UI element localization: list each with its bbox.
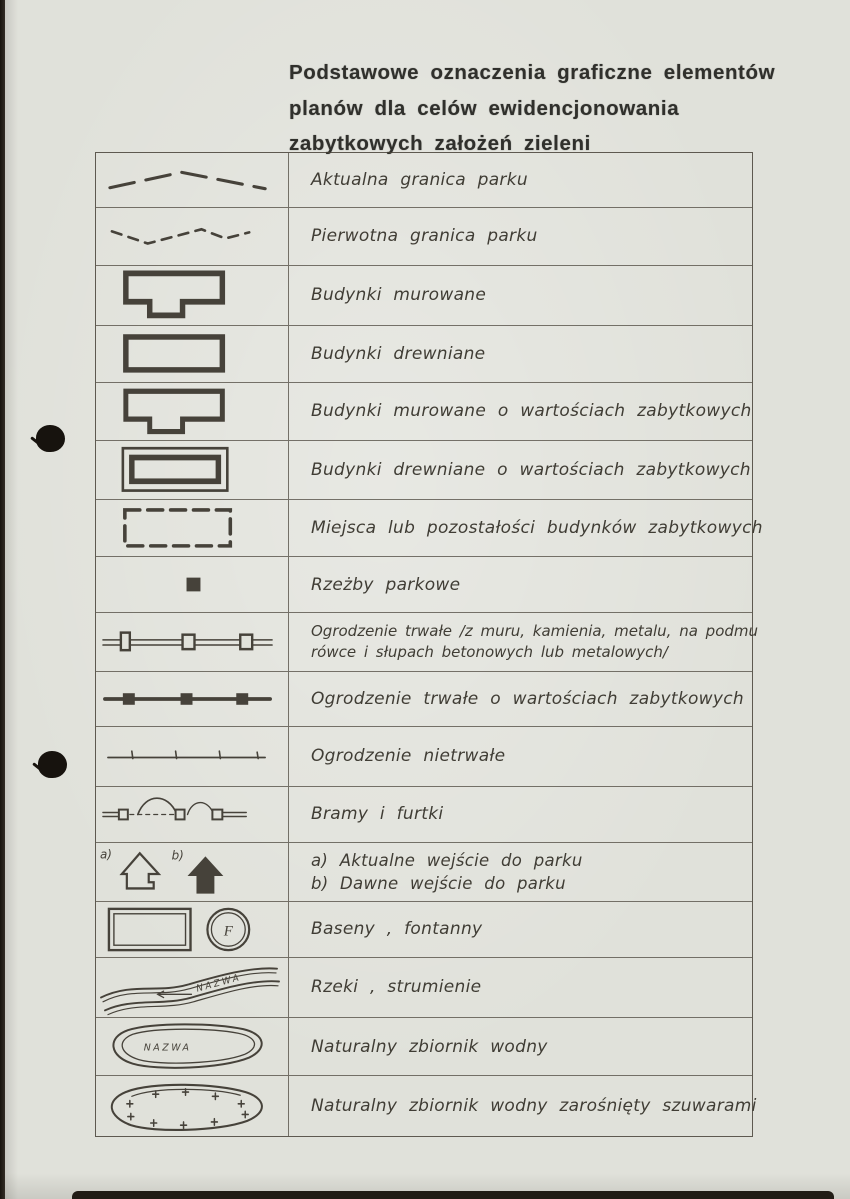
- original-park-boundary-icon: [96, 208, 288, 265]
- legend-row: [96, 153, 752, 208]
- legend-row: [96, 441, 752, 500]
- label-cell: [289, 613, 758, 671]
- symbol-cell: [96, 672, 289, 726]
- legend-row: [96, 613, 759, 672]
- legend-table: [95, 152, 763, 1137]
- heritage-permanent-fence-icon: [96, 672, 288, 726]
- punch-hole: [36, 425, 65, 452]
- legend-row-label: Ogrodzenie trwałe o wartościach zabytkowych: [311, 688, 744, 709]
- scan-bottom-edge: [72, 1191, 834, 1199]
- fountain-letter: F: [223, 922, 233, 939]
- marker-b: b): [171, 847, 184, 863]
- rivers-streams-icon: [96, 958, 288, 1018]
- legend-row-label: Naturalny zbiornik wodny: [311, 1036, 548, 1057]
- legend-row-label: Baseny , fontanny: [311, 919, 483, 939]
- label-cell: [289, 208, 752, 265]
- legend-row: [96, 383, 752, 442]
- label-cell: [289, 153, 752, 207]
- legend-row-label: Pierwotna granica parku: [311, 226, 538, 247]
- symbol-cell: [96, 843, 289, 901]
- legend-row: [96, 557, 752, 613]
- marker-a: a): [99, 846, 112, 862]
- masonry-buildings-icon: [96, 266, 288, 325]
- label-cell: [289, 266, 752, 325]
- legend-row: [96, 843, 752, 902]
- symbol-cell: [96, 266, 289, 325]
- pools-fountains-icon: [96, 902, 288, 957]
- page-title-line: Podstawowe oznaczenia graficzne elementów: [289, 61, 776, 84]
- symbol-cell: [96, 1018, 289, 1075]
- heritage-building-remains-icon: [96, 500, 288, 556]
- symbol-cell: [96, 383, 289, 441]
- label-cell: [289, 672, 752, 726]
- overgrown-water-body-icon: [96, 1076, 288, 1136]
- label-cell: [289, 902, 752, 957]
- former-entrance-arrow: [188, 856, 224, 893]
- legend-row-label: Ogrodzenie trwałe /z muru, kamienia, metalu, na podmu: [311, 621, 759, 640]
- legend-row-label: Bramy i furtki: [311, 804, 444, 825]
- symbol-cell: [96, 500, 289, 556]
- legend-row-label: Budynki drewniane o wartościach zabytkowych: [311, 460, 751, 481]
- legend-row: [96, 787, 752, 843]
- legend-row-label: b) Dawne wejście do parku: [311, 873, 566, 893]
- label-cell: [289, 500, 763, 556]
- symbol-cell: [96, 153, 289, 207]
- legend-row-label: Budynki murowane: [311, 285, 487, 306]
- natural-water-body-icon: [96, 1018, 288, 1075]
- temporary-fence-icon: [96, 727, 288, 786]
- label-cell: [289, 787, 752, 842]
- legend-row: [96, 1076, 757, 1136]
- gates-icon: [96, 787, 288, 842]
- legend-row-label: a) Aktualne wejście do parku: [311, 850, 583, 870]
- legend-row-label: Rzeki , strumienie: [311, 977, 482, 998]
- page-title-line: zabytkowych założeń zieleni: [289, 132, 591, 155]
- legend-row-label: Budynki murowane o wartościach zabytkowych: [311, 401, 752, 422]
- label-cell: [289, 1018, 752, 1075]
- punch-hole: [38, 751, 67, 778]
- label-cell: [289, 557, 752, 612]
- symbol-cell: [96, 326, 289, 382]
- symbol-cell: [96, 208, 289, 265]
- legend-row-label: Ogrodzenie nietrwałe: [311, 746, 506, 767]
- current-entrance-arrow: [122, 853, 159, 888]
- legend-row: [96, 958, 752, 1019]
- legend-row: [96, 500, 763, 557]
- legend-row: [96, 266, 752, 326]
- wooden-heritage-buildings-icon: [96, 441, 288, 499]
- page-title-line: planów dla celów ewidencjonowania: [289, 96, 680, 120]
- legend-row-label: Naturalny zbiornik wodny zarośnięty szuwarami: [311, 1096, 757, 1117]
- legend-row: [96, 326, 752, 383]
- label-cell: [289, 958, 752, 1018]
- park-sculptures-icon: [96, 557, 288, 612]
- river-name: NAZWA: [195, 971, 243, 995]
- legend-row-label: Rzeżby parkowe: [311, 574, 461, 595]
- symbol-cell: [96, 557, 289, 612]
- current-park-boundary-icon: [96, 153, 288, 207]
- legend-row: [96, 208, 752, 266]
- symbol-cell: [96, 787, 289, 842]
- symbol-cell: [96, 1076, 289, 1136]
- water-body-name: NAZWA: [143, 1042, 192, 1054]
- label-cell: [289, 441, 752, 499]
- park-entrance-arrows-icon: [96, 843, 288, 901]
- permanent-fence-icon: [96, 613, 288, 671]
- wooden-buildings-icon: [96, 326, 288, 382]
- reed-marks: [127, 1089, 248, 1129]
- page-title: [289, 55, 789, 162]
- legend-row: [96, 902, 752, 958]
- legend-row-label: Aktualna granica parku: [311, 170, 528, 190]
- label-cell: [289, 383, 752, 441]
- symbol-cell: [96, 727, 289, 786]
- legend-row: [96, 727, 752, 787]
- label-cell: [289, 727, 752, 786]
- symbol-cell: [96, 902, 289, 957]
- legend-row-label: Miejsca lub pozostałości budynków zabytkowych: [311, 518, 763, 539]
- symbol-cell: [96, 958, 289, 1018]
- scan-left-edge: [0, 0, 5, 1199]
- label-cell: [289, 843, 752, 901]
- legend-row-label: Budynki drewniane: [311, 343, 486, 364]
- legend-row: [96, 672, 752, 727]
- label-cell: [289, 326, 752, 382]
- symbol-cell: [96, 441, 289, 499]
- masonry-heritage-buildings-icon: [96, 383, 288, 441]
- legend-row-label: rówce i słupach betonowych lub metalowych/: [311, 642, 668, 661]
- legend-row: [96, 1018, 752, 1076]
- label-cell: [289, 1076, 757, 1136]
- symbol-cell: [96, 613, 289, 671]
